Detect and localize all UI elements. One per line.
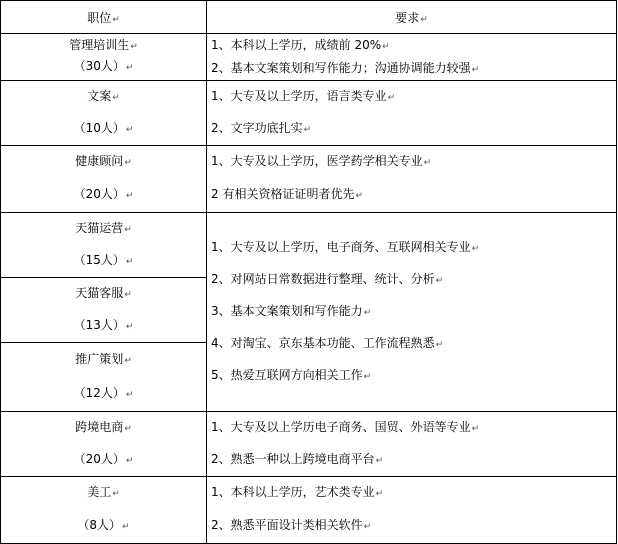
requirement-item: 2 有相关资格证证明者优先 [211,187,355,201]
position-count: （10人） [73,121,125,135]
position-cell: 推广策划↵ （12人）↵ [1,343,207,412]
requirements-cell: 1、大专及以上学历，语言类专业↵ 2、文字功底扎实↵ [207,81,617,146]
requirement-item: 2、熟悉一种以上跨境电商平台 [211,452,375,466]
requirement-item: 1、大专及以上学历，医学药学相关专业 [211,154,423,168]
position-count: （20人） [73,187,125,201]
position-title: 天猫客服 [75,286,124,300]
requirement-item: 5、热爱互联网方向相关工作 [211,368,363,382]
position-count: （8人） [77,518,122,532]
position-cell: 文案↵ （10人）↵ [1,81,207,146]
table-row [1,34,617,81]
requirement-item: 1、本科以上学历，成绩前 20% [211,38,382,52]
position-title: 跨境电商 [75,420,124,434]
position-title: 文案 [87,89,112,103]
requirements-cell: 1、大专及以上学历电子商务、国贸、外语等专业↵ 2、熟悉一种以上跨境电商平台↵ [207,412,617,477]
position-title: 天猫运营 [75,221,124,235]
table-row [1,412,617,477]
position-count: （30人） [73,59,125,73]
header-position: 职位↵ [1,1,207,34]
requirement-item: 1、本科以上学历，艺术类专业 [211,485,375,499]
header-row [1,1,617,34]
position-cell: 美工↵ （8人）↵ [1,477,207,544]
position-title: 健康顾问 [75,154,124,168]
requirement-item: 2、对网站日常数据进行整理、统计、分析 [211,272,435,286]
table-row [1,81,617,146]
requirements-cell: 1、本科以上学历，成绩前 20%↵ 2、基本文案策划和写作能力；沟通协调能力较强↵ [207,34,617,81]
position-cell: 天猫运营↵ （15人）↵ [1,213,207,278]
table-row [1,477,617,544]
requirement-item: 4、对淘宝、京东基本功能、工作流程熟悉 [211,336,435,350]
requirement-item: 2、基本文案策划和写作能力；沟通协调能力较强 [211,61,471,75]
position-title: 推广策划 [75,352,124,366]
requirements-cell: 1、大专及以上学历，医学药学相关专业↵ 2 有相关资格证证明者优先↵ [207,146,617,213]
header-requirements: 要求↵ [207,1,617,34]
position-cell: 健康顾问↵ （20人）↵ [1,146,207,213]
requirement-item: 2、熟悉平面设计类相关软件 [211,518,363,532]
position-count: （15人） [73,253,125,267]
table-row [1,146,617,213]
requirement-item: 1、大专及以上学历，语言类专业 [211,89,387,103]
requirement-item: 2、文字功底扎实 [211,121,303,135]
requirements-cell: 1、本科以上学历，艺术类专业↵ 2、熟悉平面设计类相关软件↵ [207,477,617,544]
requirement-item: 1、大专及以上学历，电子商务、互联网相关专业 [211,240,471,254]
position-title: 美工 [87,485,112,499]
requirement-item: 3、基本文案策划和写作能力 [211,304,363,318]
position-count: （13人） [73,318,125,332]
position-count: （12人） [73,386,125,400]
position-cell: 管理培训生↵ （30人）↵ [1,34,207,81]
table-row [1,213,617,278]
requirements-cell: 1、大专及以上学历，电子商务、互联网相关专业↵ 2、对网站日常数据进行整理、统计、分析↵ 3、基本文案策划和写作能力↵ 4、对淘宝、京东基本功能、工作流程熟悉↵ 5、热爱互联网方向相关工作↵ [207,213,617,412]
requirement-item: 1、大专及以上学历电子商务、国贸、外语等专业 [211,420,471,434]
position-count: （20人） [73,452,125,466]
position-cell: 天猫客服↵ （13人）↵ [1,278,207,343]
position-title: 管理培训生 [69,38,130,52]
position-cell: 跨境电商↵ （20人）↵ [1,412,207,477]
